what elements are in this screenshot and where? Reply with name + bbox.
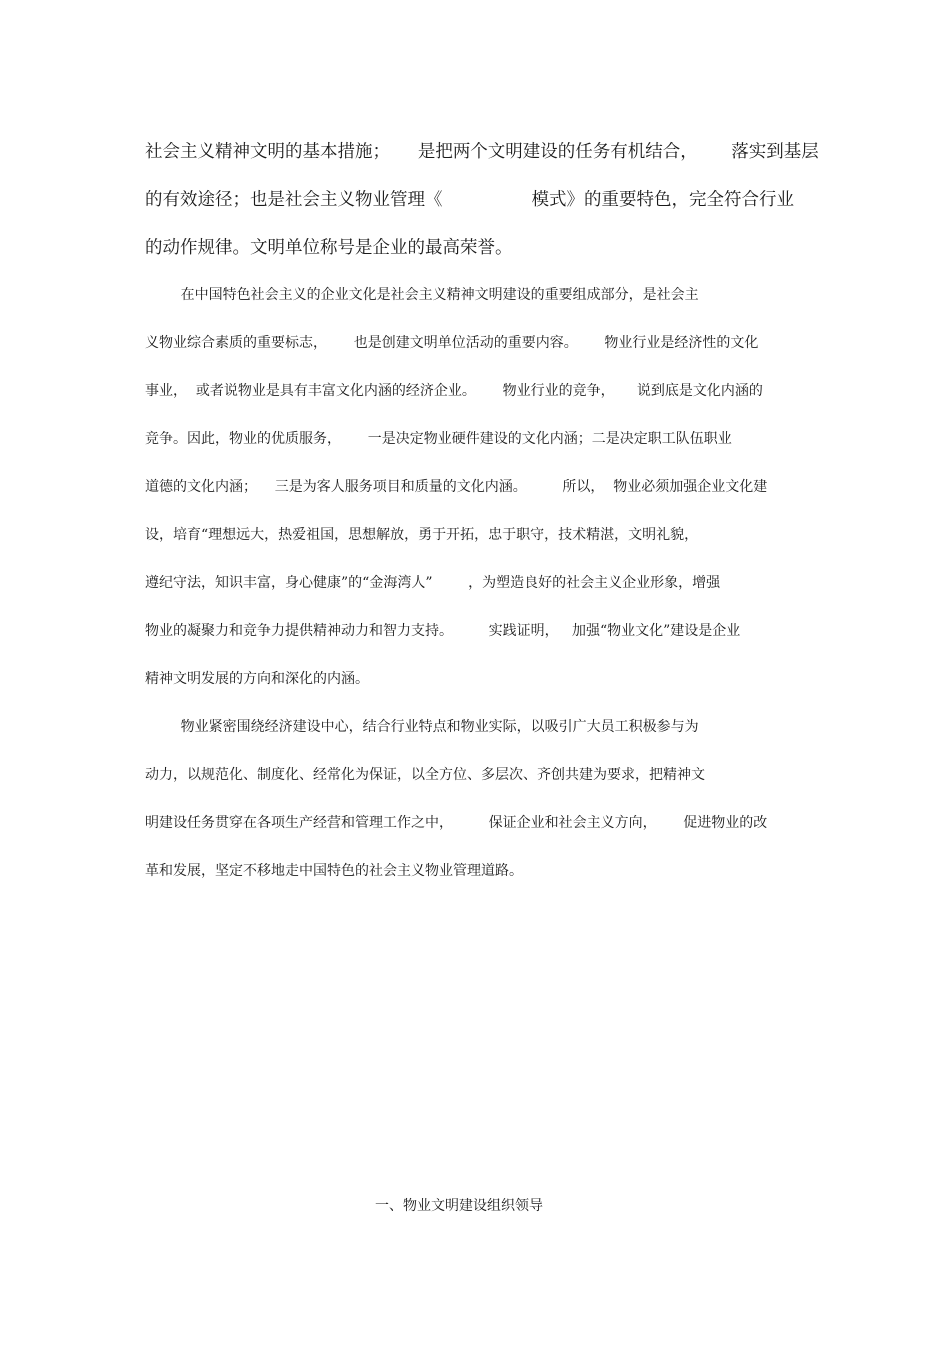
paragraph-2-line-3: 事业， 或者说物业是具有丰富文化内涵的经济企业。 物业行业的竞争， 说到底是文化内涵的	[145, 383, 763, 399]
paragraph-3-line-4: 革和发展，坚定不移地走中国特色的社会主义物业管理道路。	[145, 863, 523, 879]
paragraph-2-line-2: 义物业综合素质的重要标志， 也是创建文明单位活动的重要内容。 物业行业是经济性的文化	[145, 335, 759, 351]
paragraph-1-line-1: 社会主义精神文明的基本措施； 是把两个文明建设的任务有机结合， 落实到基层	[145, 142, 819, 162]
paragraph-3-line-1: 物业紧密围绕经济建设中心，结合行业特点和物业实际，以吸引广大员工积极参与为	[145, 719, 699, 735]
paragraph-2-line-8: 物业的凝聚力和竞争力提供精神动力和智力支持。 实践证明， 加强“物业文化”建设是企业	[145, 623, 741, 639]
paragraph-1-line-2: 的有效途径；也是社会主义物业管理《 模式》的重要特色，完全符合行业	[145, 190, 795, 210]
paragraph-2-line-1: 在中国特色社会主义的企业文化是社会主义精神文明建设的重要组成部分，是社会主	[145, 287, 699, 303]
paragraph-2-line-7: 遵纪守法，知识丰富，身心健康”的“金海湾人” ，为塑造良好的社会主义企业形象，增强	[145, 575, 721, 591]
paragraph-3-line-2: 动力，以规范化、制度化、经常化为保证，以全方位、多层次、齐创共建为要求，把精神文	[145, 767, 705, 783]
paragraph-2-line-9: 精神文明发展的方向和深化的内涵。	[145, 671, 369, 687]
section-heading: 一、物业文明建设组织领导	[375, 1198, 543, 1214]
paragraph-2-line-5: 道德的文化内涵； 三是为客人服务项目和质量的文化内涵。 所以， 物业必须加强企业文化建	[145, 479, 768, 495]
paragraph-2-line-4: 竞争。因此，物业的优质服务， 一是决定物业硬件建设的文化内涵；二是决定职工队伍职业	[145, 431, 732, 447]
paragraph-1-line-3: 的动作规律。文明单位称号是企业的最高荣誉。	[145, 238, 513, 258]
paragraph-3-line-3: 明建设任务贯穿在各项生产经营和管理工作之中， 保证企业和社会主义方向， 促进物业的改	[145, 815, 768, 831]
paragraph-2-line-6: 设，培育“理想远大，热爱祖国，思想解放，勇于开拓，忠于职守，技术精湛，文明礼貌，	[145, 527, 699, 543]
